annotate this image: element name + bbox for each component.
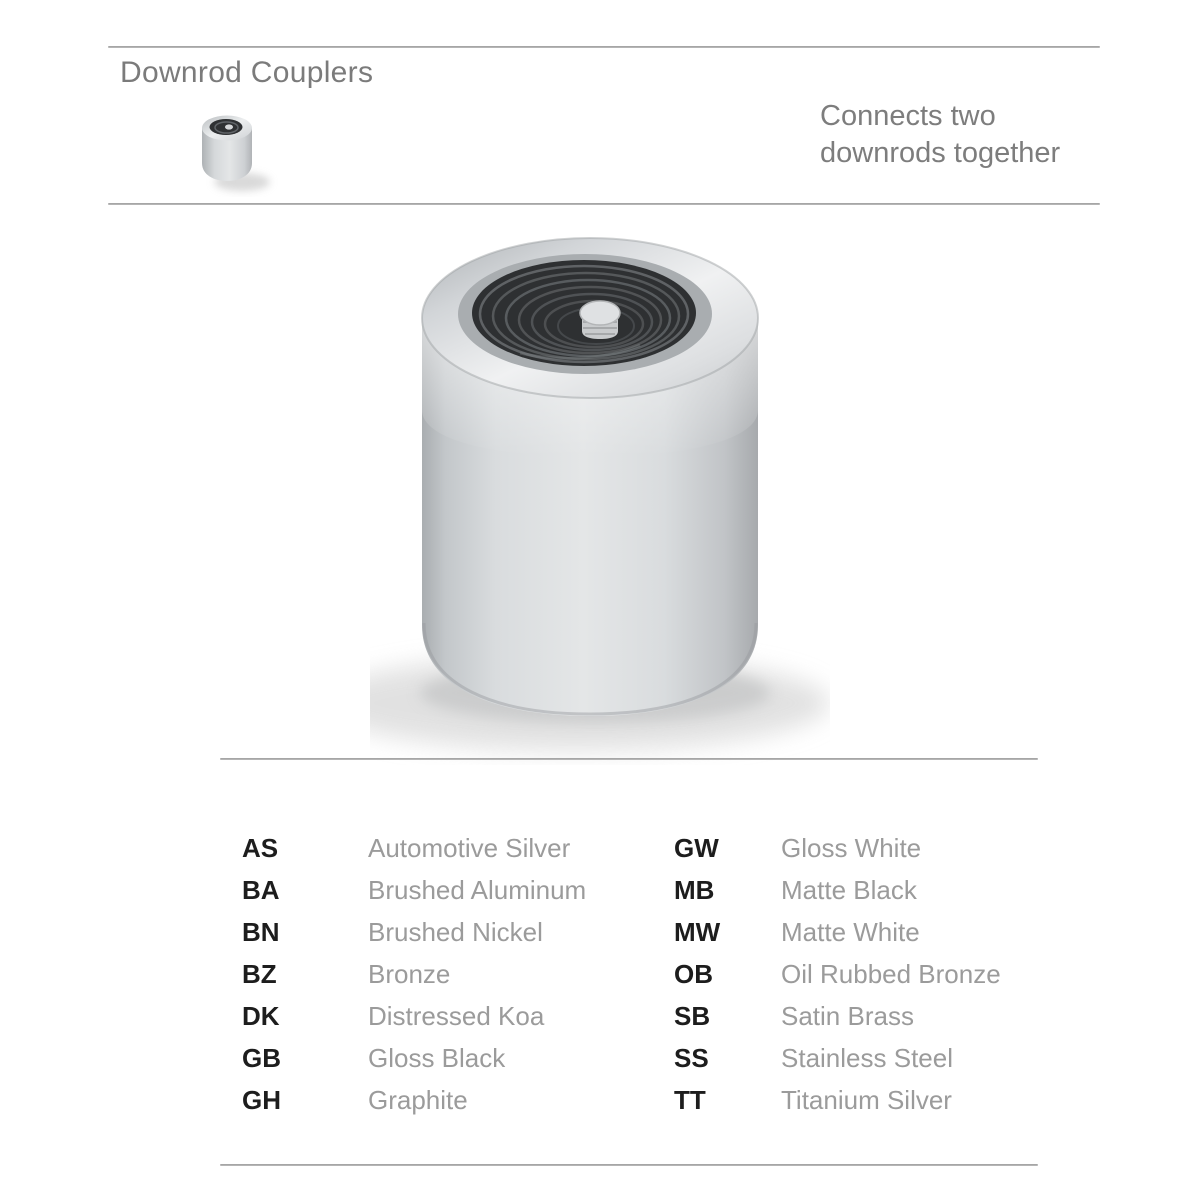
finish-code: SS bbox=[674, 1043, 709, 1073]
finish-option bbox=[242, 827, 662, 869]
finishes-bottom-divider bbox=[220, 1164, 1038, 1166]
finish-code: MB bbox=[674, 875, 715, 905]
finish-option bbox=[242, 1079, 662, 1121]
finish-option bbox=[242, 995, 662, 1037]
finish-name: Matte White bbox=[781, 917, 920, 947]
coupler-thumbnail-image bbox=[188, 102, 278, 197]
coupler-product-photo bbox=[370, 225, 830, 765]
finish-option bbox=[674, 1079, 1094, 1121]
finish-code: BN bbox=[242, 917, 280, 947]
finish-name: Graphite bbox=[368, 1085, 468, 1115]
product-description bbox=[820, 98, 1120, 172]
finish-code: GB bbox=[242, 1043, 281, 1073]
product-description-line2: downrods together bbox=[820, 137, 1061, 170]
product-image bbox=[370, 225, 830, 765]
finish-option bbox=[674, 953, 1094, 995]
finish-code: GH bbox=[242, 1085, 281, 1115]
finish-option bbox=[674, 995, 1094, 1037]
header-top-divider bbox=[108, 46, 1100, 48]
finish-name: Automotive Silver bbox=[368, 833, 571, 863]
finish-name: Gloss White bbox=[781, 833, 922, 863]
finish-option bbox=[242, 1037, 662, 1079]
finish-option bbox=[242, 869, 662, 911]
finish-code: BZ bbox=[242, 959, 277, 989]
product-description-line1: Connects two bbox=[820, 100, 996, 132]
finish-code: GW bbox=[674, 833, 719, 863]
finish-name: Matte Black bbox=[781, 875, 917, 905]
page-title: Downrod Couplers bbox=[120, 56, 374, 89]
product-thumbnail[interactable] bbox=[188, 102, 278, 197]
finish-code: DK bbox=[242, 1001, 280, 1031]
finish-code: OB bbox=[674, 959, 713, 989]
finish-name: Gloss Black bbox=[368, 1043, 506, 1073]
finish-column-right bbox=[674, 827, 1094, 1121]
finish-name: Stainless Steel bbox=[781, 1043, 953, 1073]
finish-code: TT bbox=[674, 1085, 706, 1115]
finish-option bbox=[674, 1037, 1094, 1079]
finish-name: Brushed Aluminum bbox=[368, 875, 587, 905]
finish-name: Distressed Koa bbox=[368, 1001, 545, 1031]
finish-option bbox=[674, 911, 1094, 953]
finish-name: Oil Rubbed Bronze bbox=[781, 959, 1001, 989]
finish-option bbox=[242, 953, 662, 995]
finish-name: Brushed Nickel bbox=[368, 917, 543, 947]
finish-option bbox=[242, 911, 662, 953]
finish-code: MW bbox=[674, 917, 721, 947]
finish-code: BA bbox=[242, 875, 280, 905]
finish-code: AS bbox=[242, 833, 279, 863]
finish-code: SB bbox=[674, 1001, 711, 1031]
finish-option bbox=[674, 869, 1094, 911]
finish-name: Titanium Silver bbox=[781, 1085, 952, 1115]
finish-name: Satin Brass bbox=[781, 1001, 914, 1031]
finish-column-left bbox=[242, 827, 662, 1121]
header-bottom-divider bbox=[108, 203, 1100, 205]
finishes-top-divider bbox=[220, 758, 1038, 760]
finish-name: Bronze bbox=[368, 959, 451, 989]
finish-option bbox=[674, 827, 1094, 869]
